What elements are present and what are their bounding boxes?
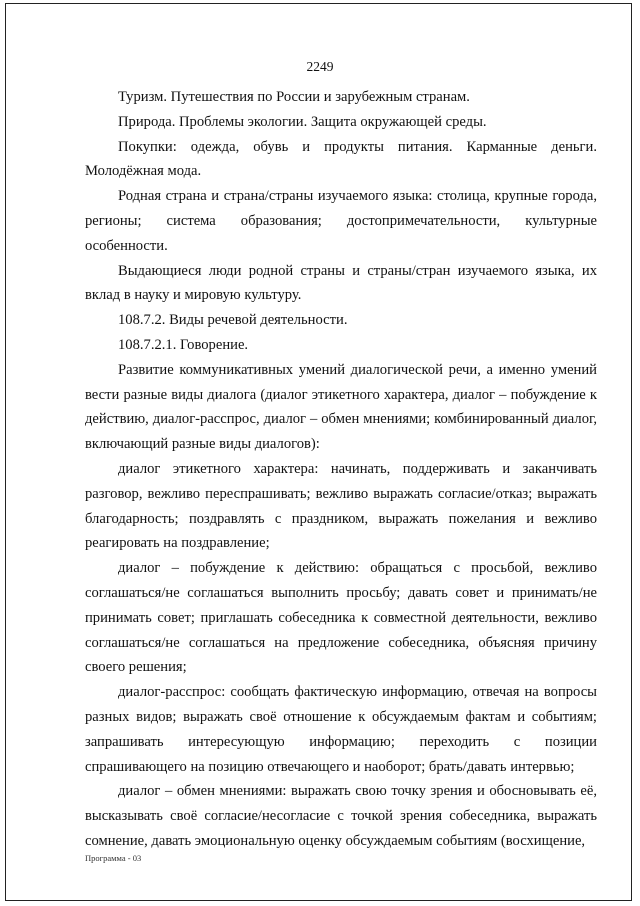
page-number: 2249 <box>306 59 334 74</box>
paragraph-shopping: Покупки: одежда, обувь и продукты питания. Карманные деньги. Молодёжная мода. <box>85 138 597 180</box>
paragraph-etiquette-dialogue: диалог этикетного характера: начинать, поддерживать и заканчивать разговор, вежливо переспрашивать; вежливо выражать согласие/отказ; выражать благодарность; поздравлять с праздником, выражать пожелания и вежливо реагировать на поздравление; <box>85 460 597 552</box>
section-heading-speech-activities: 108.7.2. Виды речевой деятельности. <box>118 312 348 329</box>
section-heading-speaking: 108.7.2.1. Говорение. <box>118 336 249 353</box>
paragraph-incentive-dialogue: диалог – побуждение к действию: обращаться с просьбой, вежливо соглашаться/не соглашаться выполнить просьбу; давать совет и принимать/не принимать совет; приглашать собеседника к совместной деятельности, вежливо соглашаться/не соглашаться на предложение собеседника, объясняя причину своего решения; <box>85 560 597 676</box>
document-body <box>85 85 597 854</box>
paragraph-tourism: Туризм. Путешествия по России и зарубежным странам. <box>118 89 470 105</box>
footer-label: Программа - 03 <box>85 853 142 863</box>
paragraph-native-country: Родная страна и страна/страны изучаемого языка: столица, крупные города, регионы; система образования; достопримечательности, культурные особенности. <box>85 188 597 254</box>
paragraph-opinion-dialogue: диалог – обмен мнениями: выражать свою точку зрения и обосновывать её, высказывать своё согласие/несогласие с точкой зрения собеседника, выражать сомнение, давать эмоциональную оценку обсуждаемым событиям (восхищение, <box>85 783 597 849</box>
paragraph-outstanding-people: Выдающиеся люди родной страны и страны/стран изучаемого языка, их вклад в науку и мировую культуру. <box>85 262 597 304</box>
paragraph-dialogue-skills: Развитие коммуникативных умений диалогической речи, а именно умений вести разные виды диалога (диалог этикетного характера, диалог – побуждение к действию, диалог-расспрос, диалог – обмен мнениями; комбинированный диалог, включающий разные виды диалогов): <box>85 361 597 453</box>
paragraph-inquiry-dialogue: диалог-расспрос: сообщать фактическую информацию, отвечая на вопросы разных видов; выражать своё отношение к обсуждаемым фактам и событиям; запрашивать интересующую информацию; переходить с позиции спрашивающего на позицию отвечающего и наоборот; брать/давать интервью; <box>85 684 597 775</box>
paragraph-nature: Природа. Проблемы экологии. Защита окружающей среды. <box>118 113 487 130</box>
